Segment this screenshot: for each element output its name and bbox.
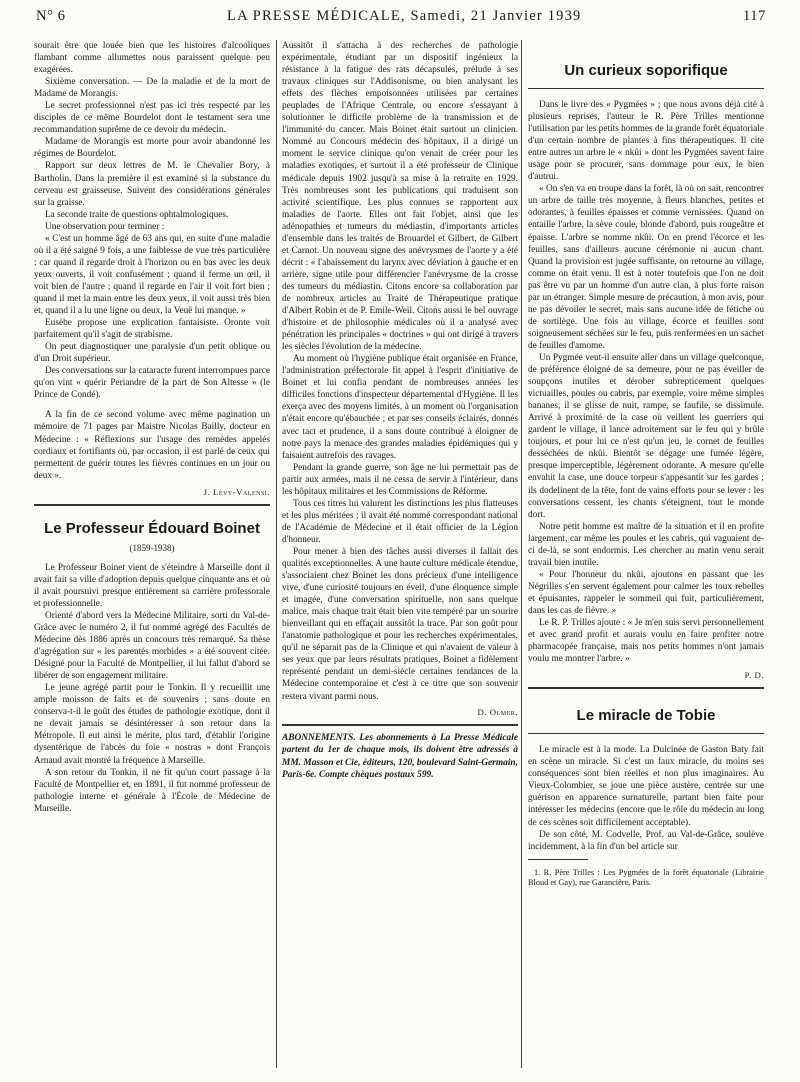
paragraph: Rapport sur deux lettres de M. le Chevalier Bory, à Bartholin. Dans la première il est examiné si la substance du cerveau est graisseuse. Suivent des considérations générales sur la graisse. bbox=[34, 161, 270, 208]
paragraph: On peut diagnostiquer une paralysie d'un petit oblique ou d'un Droit supérieur. bbox=[34, 342, 270, 365]
section-rule bbox=[282, 724, 518, 726]
paragraph: Pendant la grande guerre, son âge ne lui permettait pas de partir aux armées, mais il ne cessa de servir à l'intérieur, dans les hôpitaux militaires et les Commissions de Réforme. bbox=[282, 462, 518, 497]
column-1 bbox=[34, 40, 270, 815]
footnote-rule bbox=[528, 859, 588, 860]
paragraph: Des conversations sur la cataracte furent interrompues parce qu'on vint « quérir Periandre de la part de Son Altesse » (le Prince de Condé). bbox=[34, 366, 270, 401]
column-divider bbox=[276, 40, 277, 1068]
subscription-notice: ABONNEMENTS. Les abonnements à La Presse Médicale partent du 1er de chaque mois, ils doivent être adressés à MM. Masson et Cie, éditeurs, 120, boulevard Saint-Germain, Paris-6e. Compte chèques postaux 599. bbox=[282, 732, 518, 781]
page-number: 117 bbox=[742, 8, 766, 24]
paragraph: Le miracle est à la mode. La Dulcinée de Gaston Baty fait en scène un miracle. Si c'est un faux miracle, du moins ses conséquences sont bien réelles et non plus imaginaires. Au Vieux-Colombier, se joue une pièce austère, centrée sur une guérison en apparence surnaturelle, partant bien faite pour intéresser les médecins (encore que le rôle du médecin au long de ces scènes soit difficilement acceptable). bbox=[528, 745, 764, 828]
article-title: Le miracle de Tobie bbox=[576, 707, 716, 725]
paragraph: « Pour l'honneur du nkûi, ajoutons en passant que les Négrilles s'en servent également pour calmer les toux rebelles et épuisantes, rappeler le sommeil qui fuit, particulièrement, dans les cas de fièvre. » bbox=[528, 569, 764, 616]
paragraph: Le secret professionnel n'est pas ici très respecté par les disciples de ce même Bourdelot dont le testament sera une recommandation suprême de ce devoir du médecin. bbox=[34, 101, 270, 136]
article-signature: P. D. bbox=[744, 670, 764, 681]
paragraph: La seconde traite de questions ophtalmologiques. bbox=[45, 209, 229, 220]
paragraph: Aussitôt il s'attacha à des recherches de pathologie expérimentale, étudiant par un dispositif ingénieux la résistance à la fatigue des rats décapsulés, prélude à ses travaux cliniques sur l'Addisonisme, ou bien analysant les effets des flèches empoisonnées utilisées par certaines peuplades de l'Afrique Centrale, ou encore s'essayant à solutionner le difficile problème de la transmission et de l'immunité du cancer. Mais Boinet était surtout un clinicien. Nommé au Concours médecin des hôpitaux, il a dirigé un moment le service clinique qu'on venait de créer pour les maladies exotiques, et surtout il a été professeur de Clinique médicale depuis 1902 jusqu'à sa mise à la retraite en 1929. Très nombreuses sont les publications qui traduisent son activité scientifique. Les plus connues se rapportent aux maladies de l'aorte. Elles ont fait l'objet, ainsi que les adénopathies et tumeurs du médiastin, d'importants articles d'ensemble dans les traités de Brouardel et Gilbert, de Gilbert et Carnot. Un nouveau signe des anévrysmes de l'aorte y a été décrit : « l'abaissement du larynx avec déviation à gauche et en arrière, signe utile pour différencier l'anévrysme de la crosse des tumeurs du médiastin. Citons encore sa collaboration par de nombreux articles au Traité de Thérapeutique pratique d'Albert Robin et de P. Emile-Weil. Citons aussi le bel ouvrage d'histoire et de philosophie médicales où il a analysé avec pénétration les principales « doctrines » qui ont dirigé à travers les siècles l'évolution de la médecine. bbox=[282, 41, 518, 353]
paragraph: Dans le livre des « Pygmées » ; que nous avons déjà cité à plusieurs reprises, l'auteur le R. Père Trilles mentionne l'utilisation par les petits hommes de la grande forêt équatoriale d'un certain nombre de plantes à fins thérapeutiques. Il cite entre autres un arbre le « nkûi » dont les Pygmées savent faire usage pour se procurer, sans dommage pour eux, le bien d'autrui. bbox=[528, 100, 764, 183]
article-dates: (1859-1938) bbox=[129, 542, 175, 553]
article-title: Un curieux soporifique bbox=[564, 62, 728, 79]
paragraph: De son côté, M. Codvelle, Prof. au Val-de-Grâce, soulève incidemment, à la fin d'un bel article sur bbox=[528, 829, 764, 852]
paragraph: « C'est un homme âgé de 63 ans qui, en suite d'une maladie où il a été saigné 9 fois, a une faiblesse de vue très particulière : car quand il regarde droit à l'horizon ou en bas avec les deux yeux ouverts, il voit confusément ; quand il ferme un œil, il voit bien de l'autre ; quand il regarde en l'air il voit fort bien ; quand il met la main entre les deux yeux, il voit aussi très bien et, quand il a lu une ligne ou deux, la Veuë lui manque. » bbox=[34, 233, 270, 317]
paragraph: A la fin de ce second volume avec même pagination un mémoire de 71 pages par Maistre Nicolas Bailly, docteur en Médecine : « Réflexions sur l'usage des remèdes appelés cordiaux et fortifiants où, par occasion, il est parlé de ceux qui permettent de guérir toutes les fièvres continues en un jour ou deux ». bbox=[34, 410, 270, 481]
page-header bbox=[36, 8, 766, 34]
section-rule bbox=[528, 733, 764, 734]
paragraph: Orienté d'abord vers la Médecine Militaire, sorti du Val-de-Grâce avec le numéro 2, il fut nommé agrégé des Facultés de Médecine dès 1886 après un concours très remarqué. Sa thèse d'agrégation sur « les parentés morbides » a été souvent citée. Désigné pour la Faculté de Montpellier, il lui fallut d'abord se libérer de son engagement militaire. bbox=[34, 610, 270, 682]
paragraph: sourait être que louée bien que les histoires d'alcooliques flambant comme allumettes nous paraissent quelque peu exagérées. bbox=[34, 41, 270, 76]
section-rule bbox=[528, 88, 764, 89]
paragraph: Le jeune agrégé partit pour le Tonkin. Il y recueillit une ample moisson de faits et de souvenirs ; sans doute en conserva-t-il le goût des études de pathologie exotique, dont il ne devait jamais se désintéresser à son retour dans la Métropole. Il eut ainsi le mérite, plus tard, d'établir l'origine dysentérique de l'abcès du foie « nostras » dont François Arnaud avait montré la fréquence à Marseille. bbox=[34, 683, 270, 766]
paragraph: « On s'en va en troupe dans la forêt, là où on sait, rencontrer un arbre de taille très moyenne, à fleurs blanches, petites et odorantes, à feuilles épaisses et comme vernissées. Quand on entaille l'arbre, la sève coule, blonde d'abord, puis rougeâtre et épaisse. L'arbre se nomme nkûi. On en prend l'écorce et les feuilles, sans d'ailleurs aucune cérémonie ni aucun chant. Quand la provision est jugée suffisante, on retourne au village, comme on était venu. Il est à noter toutefois que l'on ne doit pas être vu par un homme d'un autre clan, à plus forte raison par un étranger. Simple mesure de précaution, à mon avis, pour ne pas dévoiler le secret, mais sans aucune idée de fétiche ou de sortilège. Une fois au village, écorce et feuilles sont soigneusement séchées sur le feu, puis renfermées en un sachet de feuilles d'amome. bbox=[528, 184, 764, 351]
paragraph: Notre petit homme est maître de la situation et il en profite largement, car même les poules et les cabris, qui vaguaient de-ci de-là, se sont endormis. Les chercher au matin venu serait travail bien inutile. bbox=[528, 521, 764, 568]
paragraph: Une observation pour terminer : bbox=[45, 221, 165, 232]
footnote bbox=[528, 868, 764, 889]
section-rule bbox=[34, 504, 270, 506]
article-title: Le Professeur Édouard Boinet bbox=[44, 519, 260, 537]
paragraph: Madame de Morangis est morte pour avoir abandonné les régimes de Bourdelot. bbox=[34, 137, 270, 160]
paragraph: Tous ces titres lui valurent les distinctions les plus flatteuses et les plus méritées ; il avait été nommé correspondant national de l'Académie de Médecine et il était officier de la Légion d'honneur. bbox=[282, 498, 518, 545]
paragraph: Le Professeur Boinet vient de s'éteindre à Marseille dont il avait fait sa ville d'adoption depuis quelque cinquante ans et où il avait poursuivi presque entièrement sa carrière professorale et professionnelle. bbox=[34, 562, 270, 609]
footnote-text: 1. R. Père Trilles : Les Pygmées de la forêt équatoriale (Librairie Bloud et Gay), rue Garancière, Paris. bbox=[528, 867, 764, 888]
article-signature: J. Lévy-Valensi. bbox=[203, 486, 270, 497]
column-2 bbox=[282, 40, 518, 782]
paragraph: Eusèbe propose une explication fantaisiste. Oronte voit parfaitement qu'il s'agit de strabisme. bbox=[34, 318, 270, 341]
paragraph: Sixième conversation. — De la maladie et de la mort de Madame de Morangis. bbox=[34, 77, 270, 100]
column-divider bbox=[521, 40, 522, 1068]
issue-number: N° 6 bbox=[36, 8, 66, 24]
journal-title: LA PRESSE MÉDICALE, Samedi, 21 Janvier 1939 bbox=[227, 8, 582, 24]
paragraph: A son retour du Tonkin, il ne fit qu'un court passage à la Faculté de Montpellier et, en 1891, il fut nommé professeur de pathologie interne et générale à l'École de Médecine de Marseille. bbox=[34, 767, 270, 814]
column-3 bbox=[528, 40, 764, 889]
paragraph: Un Pygmée veut-il ensuite aller dans un village quelconque, de préférence éloigné de sa demeure, pour ne pas éveiller de soupçons inutiles et dérober subrepticement quelques victuailles, poules ou cabris, par exemple, voire même simples bananes, il se glisse de nuit, rampe, se faufile, se dissimule. Arrivé à proximité de la case où veillent les guerriers qui gardent le village, il lance adroitement sur le feu qui y brûle toujours, et pour lui ce n'est qu'un jeu, le cornet de feuilles desséchées de nkûi. Bientôt se dégage une fumée légère, presque imperceptible, légèrement odorante. A mesure qu'elle envahit la case, une douce torpeur s'appesantit sur les gardes ; ils dodelinent de la tête, font de vains efforts pour se lever : les conversations cessent, les chants s'éteignent, tout le monde dort. bbox=[528, 352, 764, 520]
section-rule bbox=[528, 687, 764, 689]
paragraph: Le R. P. Trilles ajoute : « Je m'en suis servi personnellement et avec grand profit et aurais voulu en faire profiter notre pharmacopée française, mais nos petits hommes n'ont jamais voulu me montrer l'arbre. » bbox=[528, 618, 764, 665]
article-signature: D. Olmer. bbox=[477, 706, 518, 717]
paragraph: Pour mener à bien des tâches aussi diverses il fallait des qualités exceptionnelles. A une haute culture médicale étendue, s'associaient chez Boinet les dons précieux d'une intelligence vive, d'une curiosité toujours en éveil, d'une éloquence simple et imagée, d'une conversation spirituelle, non sans quelque malice, mais chaque trait était bien vite tempéré par un sourire bienveillant qui en effaçait aussitôt la trace. Par son goût pour l'anatomie pathologique et pour les recherches expérimentales, qu'il ne séparait pas de la Clinique et qui n'avaient de valeur à ses yeux que par leurs résultats pratiques, Boinet a fidèlement représenté pendant un demi-siècle certaines tendances de la Médecine contemporaine et c'est à ce titre que son souvenir restera vivant parmi nous. bbox=[282, 546, 518, 702]
paragraph: Au moment où l'hygiène publique était organisée en France, l'administration préfectorale fit appel à l'esprit d'initiative de Boinet et lui confia pendant de nombreuses années les difficiles fonctions d'inspecteur départemental d'Hygiène. Il les exerça avec des moyens limités, à un moment où l'organisation n'était encore qu'ébauchée ; et par ses conseils éclairés, donnés avec tact et prudence, il a sans doute contribué à éloigner de notre pays la menace des grandes maladies épidémiques qui y faisaient autrefois des ravages. bbox=[282, 354, 518, 461]
